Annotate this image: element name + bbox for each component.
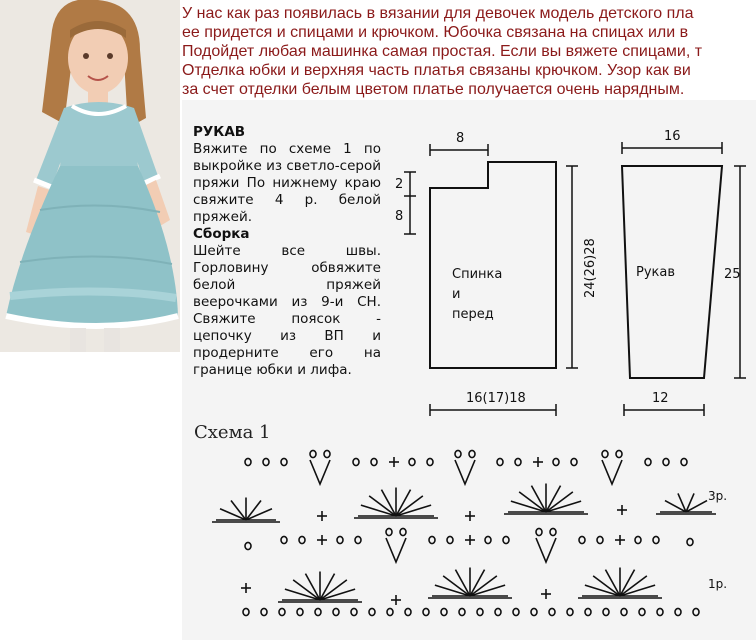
shell-stitch-symbol (620, 576, 647, 596)
v-stitch-symbol (386, 538, 406, 562)
back-front-pattern (430, 162, 556, 368)
row1-label: 1р. (708, 577, 728, 591)
chain-stitch-symbol (386, 528, 392, 535)
chain-stitch-symbol (675, 608, 681, 615)
chain-stitch-symbol (263, 458, 269, 465)
chain-stitch-symbol (400, 528, 406, 535)
intro-line: У нас как раз появилась в вязании для девочек модель детского пла (182, 5, 694, 22)
chain-stitch-symbol (441, 608, 447, 615)
back-shoulder-drop: 2 (395, 177, 404, 192)
chain-stitch-symbol (455, 450, 461, 457)
chain-stitch-symbol (495, 608, 501, 615)
chain-stitch-symbol (602, 450, 608, 457)
chain-stitch-symbol (310, 450, 316, 457)
shell-stitch-symbol (470, 576, 497, 596)
chain-stitch-symbol (447, 536, 453, 543)
chain-stitch-symbol (355, 536, 361, 543)
back-label-line2: и (452, 287, 461, 302)
back-armhole: 8 (395, 209, 404, 224)
chain-stitch-symbol (553, 458, 559, 465)
chain-stitch-symbol (281, 458, 287, 465)
chain-stitch-symbol (497, 458, 503, 465)
chain-stitch-symbol (369, 608, 375, 615)
chain-stitch-symbol (585, 608, 591, 615)
chain-stitch-symbol (663, 458, 669, 465)
intro-line: Отделка юбки и верхняя часть платья связаны крючком. Узор как ви (182, 62, 691, 79)
sleeve-text: Вяжите по схеме 1 по выкройке из светло-серой пряжи По нижнему краю свяжите 4 р. белой пряжей. (193, 141, 382, 225)
chain-stitch-symbol (243, 608, 249, 615)
assembly-heading: Сборка (193, 226, 250, 242)
shell-stitch-symbol (443, 576, 470, 596)
chain-stitch-symbol (597, 536, 603, 543)
chain-stitch-symbol (299, 536, 305, 543)
back-label-line1: Спинка (452, 267, 503, 282)
chain-stitch-symbol (639, 608, 645, 615)
scheme-title: Схема 1 (194, 422, 271, 443)
chain-stitch-symbol (297, 608, 303, 615)
chain-stitch-symbol (281, 536, 287, 543)
shell-stitch-symbol (396, 496, 423, 516)
chain-stitch-symbol (687, 538, 693, 545)
back-bottom-width: 16(17)18 (466, 391, 526, 406)
v-stitch-symbol (455, 460, 475, 484)
chain-stitch-symbol (245, 542, 251, 549)
v-stitch-symbol (536, 538, 556, 562)
chain-stitch-symbol (337, 536, 343, 543)
chain-stitch-symbol (567, 608, 573, 615)
chain-stitch-symbol (279, 608, 285, 615)
chain-stitch-symbol (579, 536, 585, 543)
chain-stitch-symbol (513, 608, 519, 615)
intro-line: ее придется и спицами и крючком. Юбочка связана на спицах или в (182, 24, 689, 41)
chain-stitch-symbol (469, 450, 475, 457)
chain-stitch-symbol (324, 450, 330, 457)
chain-stitch-symbol (459, 608, 465, 615)
sleeve-heading: РУКАВ (193, 124, 246, 140)
back-height: 24(26)28 (583, 238, 598, 298)
chain-stitch-symbol (653, 536, 659, 543)
shell-stitch-symbol (293, 580, 320, 600)
assembly-text: Шейте все швы. Горловину обвяжите белой пряжей веерочками из 9-и СН. Свяжите поясок - цепочку из ВП и продерните его на границе юбки и лифа. (193, 243, 381, 378)
chain-stitch-symbol (351, 608, 357, 615)
chain-stitch-symbol (409, 458, 415, 465)
chain-stitch-symbol (261, 608, 267, 615)
chain-stitch-symbol (571, 458, 577, 465)
shell-stitch-symbol (593, 576, 620, 596)
chain-stitch-symbol (427, 458, 433, 465)
sleeve-label: Рукав (636, 265, 676, 280)
crochet-scheme-symbols (212, 450, 716, 615)
chain-stitch-symbol (693, 608, 699, 615)
back-label-line3: перед (452, 307, 494, 322)
chain-stitch-symbol (387, 608, 393, 615)
chain-stitch-symbol (536, 528, 542, 535)
chain-stitch-symbol (371, 458, 377, 465)
chain-stitch-symbol (405, 608, 411, 615)
intro-line: Подойдет любая машинка самая простая. Если вы вяжете спицами, т (182, 43, 703, 60)
v-stitch-symbol (602, 460, 622, 484)
chain-stitch-symbol (603, 608, 609, 615)
shell-stitch-symbol (369, 496, 396, 516)
chain-stitch-symbol (245, 458, 251, 465)
chain-stitch-symbol (515, 458, 521, 465)
chain-stitch-symbol (531, 608, 537, 615)
chain-stitch-symbol (681, 458, 687, 465)
chain-stitch-symbol (616, 450, 622, 457)
chain-stitch-symbol (333, 608, 339, 615)
chain-stitch-symbol (621, 608, 627, 615)
chain-stitch-symbol (315, 608, 321, 615)
shell-stitch-symbol (320, 580, 347, 600)
row3-label: 3р. (708, 489, 728, 503)
intro-line: за счет отделки белым цветом платье получается очень нарядным. (182, 81, 685, 98)
chain-stitch-symbol (645, 458, 651, 465)
sleeve-top-width: 16 (664, 129, 681, 144)
chain-stitch-symbol (657, 608, 663, 615)
shell-stitch-symbol (519, 492, 546, 512)
back-top-width: 8 (456, 131, 465, 146)
v-stitch-symbol (310, 460, 330, 484)
chain-stitch-symbol (550, 528, 556, 535)
chain-stitch-symbol (423, 608, 429, 615)
chain-stitch-symbol (429, 536, 435, 543)
chain-stitch-symbol (485, 536, 491, 543)
chain-stitch-symbol (477, 608, 483, 615)
sleeve-bottom-width: 12 (652, 391, 669, 406)
shell-stitch-symbol (546, 492, 573, 512)
sleeve-height: 25 (724, 267, 741, 282)
chain-stitch-symbol (353, 458, 359, 465)
chain-stitch-symbol (503, 536, 509, 543)
chain-stitch-symbol (549, 608, 555, 615)
chain-stitch-symbol (635, 536, 641, 543)
